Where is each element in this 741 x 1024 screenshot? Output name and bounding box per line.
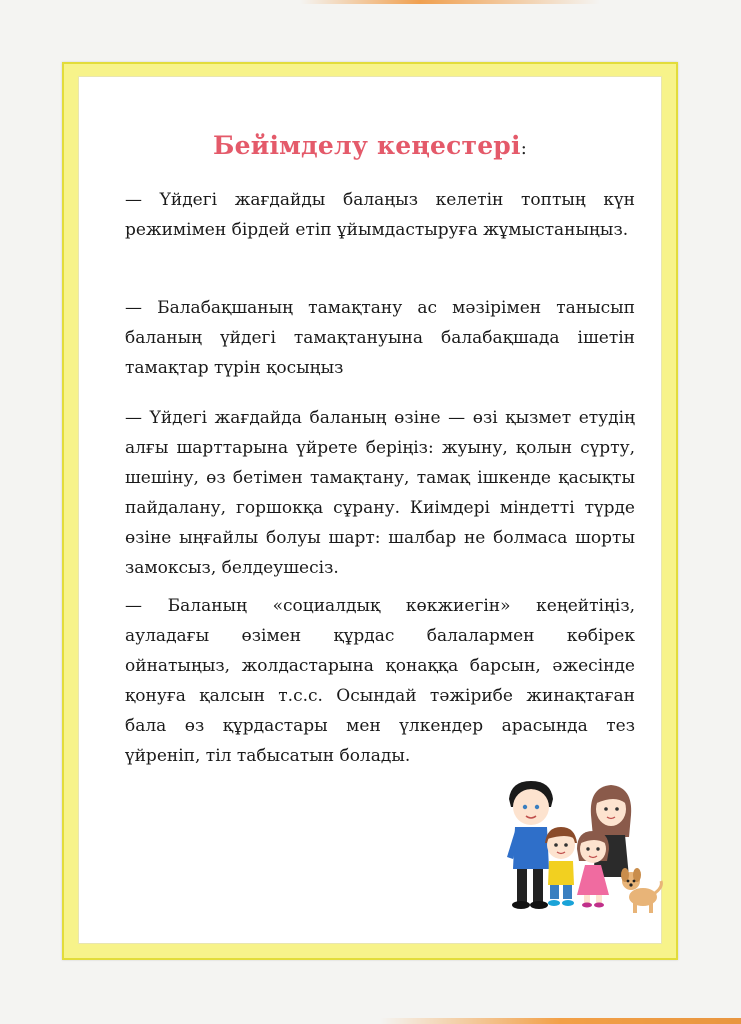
page-title: [79, 131, 661, 160]
paragraph-1: — Үйдегі жағдайды балаңыз келетін топтың күн режимімен бірдей етіп ұйымдастыруға жұмыстаныңыз.: [125, 190, 635, 240]
father-figure: [507, 781, 553, 909]
paragraph-4: — Баланың «социалдық көкжиегін» кеңейтіңіз, ауладағы өзімен құрдас балалармен көбірек ойнатыңыз, жолдастарына қонаққа барсын, әжесінде қонуға қалсын т.с.с. Осындай тәжірибе жинақтаған бала өз құрдастары мен үлкендер арасында тез үйреніп, тіл табысатын болады.: [125, 596, 635, 766]
family-with-dog-icon: [497, 777, 667, 927]
dog-figure: [621, 868, 661, 913]
bottom-edge-strip: [380, 1018, 741, 1024]
yellow-frame: [62, 62, 678, 960]
title-colon: :: [520, 138, 527, 159]
title-text: Бейімделу кеңестері: [213, 131, 521, 160]
paragraph-3: — Үйдегі жағдайда баланың өзіне — өзі қызмет етудің алғы шарттарына үйрете беріңіз: жуыну, қолын сүрту, шешіну, өз бетімен тамақтану, тамақ ішкенде қасықты пайдалану, горшокқа сұрану. Киімдері міндетті түрде өзіне ыңғайлы болуы шарт: шалбар не болмаса шорты замоксыз, белдеушесіз.: [125, 408, 635, 578]
top-edge-strip: [300, 0, 600, 4]
boy-figure: [545, 827, 577, 906]
content-panel: [78, 76, 662, 944]
paragraph-2: — Балабақшаның тамақтану ас мәзірімен танысып баланың үйдегі тамақтануына балабақшада ішетін тамақтар түрін қосыңыз: [125, 298, 635, 378]
mother-figure: [591, 785, 631, 877]
